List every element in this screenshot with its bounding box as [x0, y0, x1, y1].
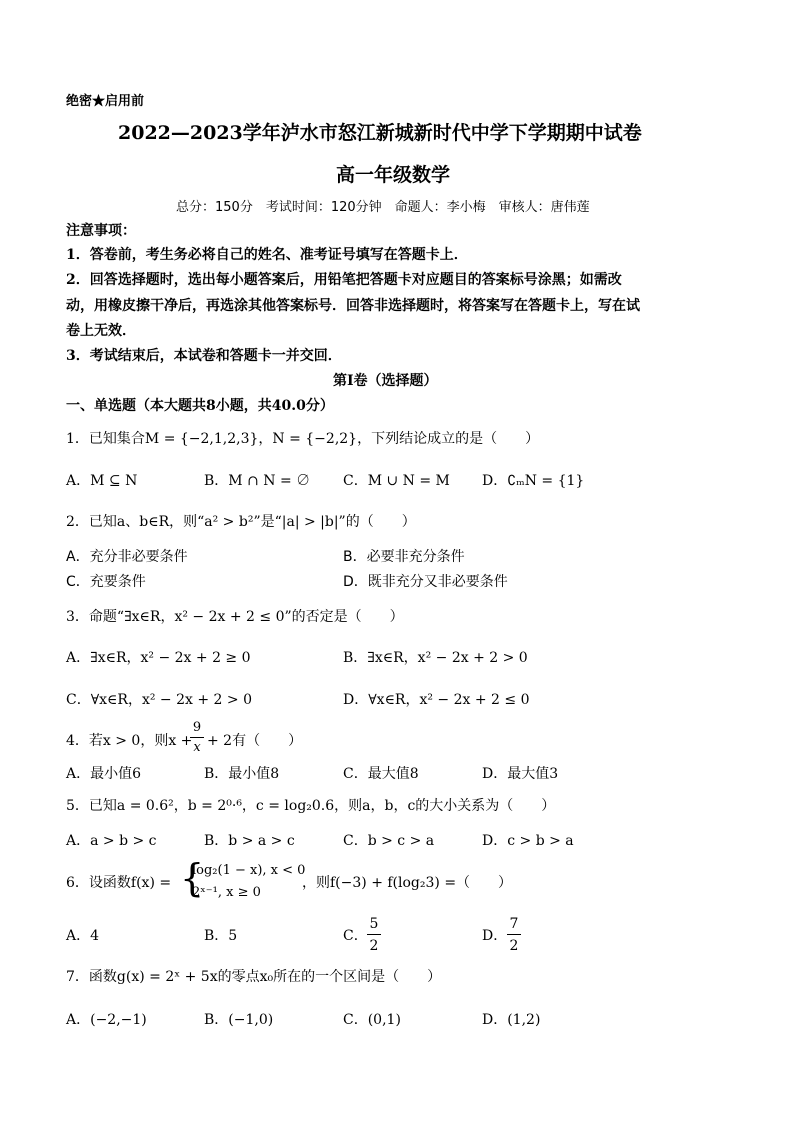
q3-option-b: B．∃x∈R，x² − 2x + 2 > 0: [343, 650, 528, 666]
q5-option-b: B．b > a > c: [204, 833, 295, 849]
q1-option-c: C．M ∪ N = M: [343, 473, 450, 489]
note-2-line-2: 动，用橡皮擦干净后，再选涂其他答案标号．回答非选择题时，将答案写在答题卡上，写在试: [66, 298, 640, 314]
q5-stem: 5．已知a = 0.6²，b = 2⁰·⁶，c = log₂0.6，则a，b，c的大小关系为（ ）: [66, 798, 556, 814]
q5-option-c: C．b > c > a: [343, 833, 435, 849]
q4-option-b: B．最小值8: [204, 766, 280, 782]
q6-option-c-den: 2: [369, 938, 379, 954]
q2-option-b: B．必要非充分条件: [343, 549, 465, 565]
q4-option-c: C．最大值8: [343, 766, 419, 782]
q6-stem-start: 6．设函数f(x) =: [66, 875, 172, 891]
q1-option-b: B．M ∩ N = ∅: [204, 473, 311, 489]
q1-option-a: A．M ⊆ N: [66, 473, 138, 489]
q2-option-c: C．充要条件: [66, 574, 146, 590]
q7-stem: 7．函数g(x) = 2ˣ + 5x的零点x₀所在的一个区间是（ ）: [66, 969, 442, 985]
q7-option-a: A．(−2,−1): [66, 1012, 147, 1028]
q2-option-d: D．既非充分又非必要条件: [343, 574, 508, 590]
note-1: 1．答卷前，考生务必将自己的姓名、准考证号填写在答题卡上．: [66, 247, 468, 263]
exam-subtitle: 高一年级数学: [336, 164, 451, 186]
volume-heading: 第Ⅰ卷（选择题）: [333, 373, 438, 389]
q3-stem: 3．命题“∃x∈R，x² − 2x + 2 ≤ 0”的否定是（ ）: [66, 609, 404, 625]
q3-option-a: A．∃x∈R，x² − 2x + 2 ≥ 0: [66, 650, 251, 666]
q6-option-a: A．4: [66, 928, 100, 944]
note-2-line-3: 卷上无效．: [66, 323, 136, 339]
q6-option-c-bar: [367, 934, 381, 935]
q6-brace: {: [180, 856, 205, 900]
part-heading: 一、单选题（本大题共8小题，共40.0分）: [66, 398, 334, 414]
q6-option-d-den: 2: [509, 938, 519, 954]
q6-case-1: log₂(1 − x), x < 0: [192, 863, 306, 878]
q6-option-d-bar: [507, 934, 521, 935]
q3-option-d: D．∀x∈R，x² − 2x + 2 ≤ 0: [343, 692, 530, 708]
q5-option-a: A．a > b > c: [66, 833, 157, 849]
q7-option-d: D．(1,2): [482, 1012, 541, 1028]
q4-stem-start: 4．若x > 0，则x +: [66, 733, 193, 749]
q1-stem: 1．已知集合M = {−2,1,2,3}，N = {−2,2}，下列结论成立的是（ ）: [66, 431, 540, 447]
q1-option-d: D．∁ₘN = {1}: [482, 473, 585, 489]
q5-option-d: D．c > b > a: [482, 833, 574, 849]
q6-option-d-label: D．: [482, 928, 508, 944]
q6-option-c-label: C．: [343, 928, 368, 944]
q4-option-d: D．最大值3: [482, 766, 559, 782]
q6-stem-end: ，则f(−3) + f(log₂3) =（ ）: [302, 875, 513, 891]
q2-stem: 2．已知a、b∈R，则“a² > b²”是“|a| > |b|”的（ ）: [66, 514, 416, 530]
q6-option-c-num: 5: [369, 916, 379, 932]
q6-option-d-num: 7: [509, 916, 519, 932]
q3-option-c: C．∀x∈R，x² − 2x + 2 > 0: [66, 692, 252, 708]
q4-frac-denominator: x: [193, 740, 201, 755]
q2-option-a: A．充分非必要条件: [66, 549, 188, 565]
q4-frac-numerator: 9: [192, 720, 202, 735]
q4-stem-end: + 2有（ ）: [207, 733, 303, 749]
q4-fraction-bar: [190, 737, 204, 738]
q4-option-a: A．最小值6: [66, 766, 142, 782]
q7-option-c: C．(0,1): [343, 1012, 401, 1028]
note-3: 3．考试结束后，本试卷和答题卡一并交回．: [66, 348, 342, 364]
note-2-line-1: 2．回答选择题时，选出每小题答案后，用铅笔把答题卡对应题目的答案标号涂黑；如需改: [66, 272, 622, 288]
exam-title: 2022—2023学年泸水市怒江新城新时代中学下学期期中试卷: [118, 122, 642, 144]
q6-case-2: 2ˣ⁻¹, x ≥ 0: [192, 885, 261, 900]
notes-heading: 注意事项：: [66, 223, 136, 239]
confidential-label: 绝密★启用前: [66, 94, 145, 109]
q6-option-b: B．5: [204, 928, 238, 944]
exam-info: 总分：150分 考试时间：120分钟 命题人：李小梅 审核人：唐伟莲: [176, 200, 590, 215]
q7-option-b: B．(−1,0): [204, 1012, 274, 1028]
